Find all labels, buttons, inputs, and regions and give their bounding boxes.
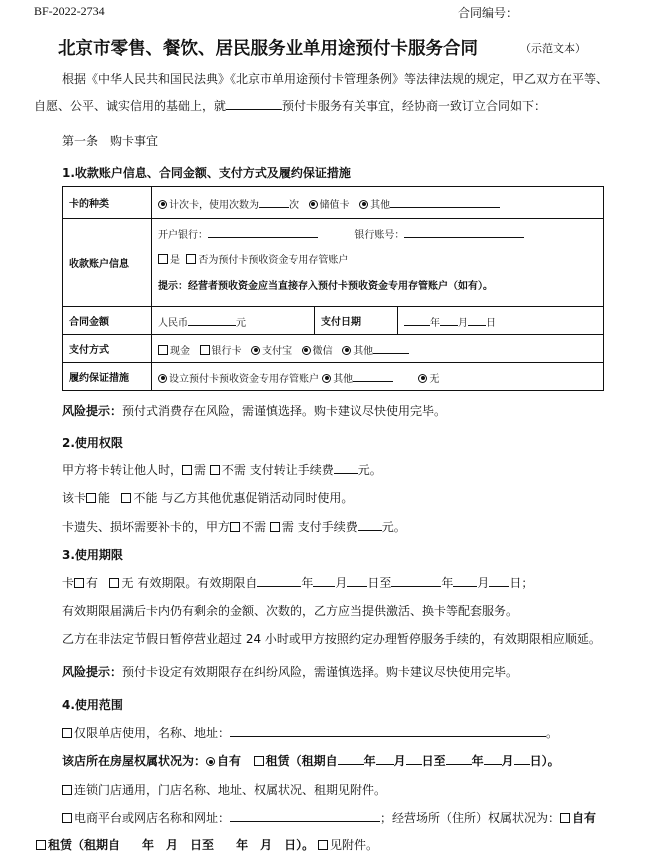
radio-alipay-icon[interactable] xyxy=(251,346,260,355)
checkbox-replace-no-fee-icon[interactable] xyxy=(230,522,240,532)
checkbox-online-rent-icon[interactable] xyxy=(36,840,46,850)
section-4-line-3: 连锁门店通用，门店名称、地址、权属状况、租期见附件。 xyxy=(62,781,386,798)
section-4-title: 4.使用范围 xyxy=(62,698,123,712)
label-pay-date: 支付日期 xyxy=(315,307,398,335)
radio-guarantee-other-icon[interactable] xyxy=(322,374,331,383)
checkbox-combine-yes-icon[interactable] xyxy=(86,493,96,503)
preamble-line-2: 自愿、公平、诚实信用的基础上，就 预付卡服务有关事宜，经协商一致订立合同如下： xyxy=(34,99,547,113)
checkbox-transfer-fee-yes-icon[interactable] xyxy=(182,465,192,475)
account-tip: 提示：经营者预收资金应当直接存入预付卡预收资金专用存管账户（如有）。 xyxy=(158,281,493,292)
checkbox-expiry-yes-icon[interactable] xyxy=(74,578,84,588)
account-field[interactable] xyxy=(404,225,524,238)
label-pay-method: 支付方式 xyxy=(63,335,152,363)
section-2-line-1: 甲方将卡转让他人时， 需 不需 支付转让手续费 元。 xyxy=(62,463,382,477)
section-1-title: 1.收款账户信息、合同金额、支付方式及履约保证措施 xyxy=(62,166,351,180)
section-3-line-2: 有效期限届满后卡内仍有剩余的金额、次数的，乙方应当提供激活、换卡等配套服务。 xyxy=(62,604,519,618)
checkbox-online-annex-icon[interactable] xyxy=(318,840,328,850)
checkbox-transfer-fee-no-icon[interactable] xyxy=(210,465,220,475)
checkbox-no-icon[interactable] xyxy=(186,254,196,264)
page-subtitle: （示范文本） xyxy=(520,42,586,55)
section-4-line-5: 租赁（租期自 年 月 日至 年 月 日）。 见附件。 xyxy=(36,836,378,853)
radio-other-pay-icon[interactable] xyxy=(342,346,351,355)
preamble-line-1: 根据《中华人民共和国民法典》《北京市单用途预付卡管理条例》等法律法规的规定，甲乙双方在平等、 xyxy=(62,72,609,86)
account-label: 银行账号： xyxy=(354,230,405,241)
row-amount: 合同金额 人民币 元 支付日期 年 月 日 xyxy=(63,307,604,335)
checkbox-expiry-no-icon[interactable] xyxy=(109,578,119,588)
label-amount: 合同金额 xyxy=(63,307,152,335)
radio-own-icon[interactable] xyxy=(206,757,215,766)
section-4-line-2: 该店所在房屋权属状况为： 自有 租赁（租期自 年 月 日至 年 月 日）。 xyxy=(62,754,560,768)
section-3-title: 3.使用期限 xyxy=(62,548,123,562)
label-guarantee: 履约保证措施 xyxy=(63,363,152,391)
section-2-title: 2.使用权限 xyxy=(62,436,123,450)
radio-wechat-icon[interactable] xyxy=(302,346,311,355)
section-2-line-2: 该卡 能 不能 与乙方其他优惠促销活动同时使用。 xyxy=(62,491,354,505)
section-3-line-3: 乙方在非法定节假日暂停营业超过 24 小时或甲方按照约定办理暂停服务手续的，有效期限相应顺延。 xyxy=(62,632,601,646)
radio-escrow-icon[interactable] xyxy=(158,374,167,383)
row-account-info: 收款账户信息 开户银行： 银行账号： 是 否为预付卡预收资金专用存管账户 提示：经营者预收资金应当直接存入预付卡预收资金专用存管账户（如有）。 xyxy=(63,219,604,307)
online-store-field[interactable] xyxy=(230,809,380,822)
row-pay-method: 支付方式 现金 银行卡 支付宝 微信 其他 xyxy=(63,335,604,363)
checkbox-rent-icon[interactable] xyxy=(254,756,264,766)
checkbox-chain-store-icon[interactable] xyxy=(62,785,72,795)
section-4-line-4: 电商平台或网店名称和网址： ；经营场所（住所）权属状况为： 自有 xyxy=(62,809,596,826)
label-account-info: 收款账户信息 xyxy=(63,219,152,307)
radio-other-card-icon[interactable] xyxy=(359,200,368,209)
checkbox-combine-no-icon[interactable] xyxy=(121,493,131,503)
store-name-field[interactable] xyxy=(230,724,546,737)
doc-code: BF-2022-2734 xyxy=(34,4,105,18)
checkbox-replace-fee-icon[interactable] xyxy=(270,522,280,532)
checkbox-single-store-icon[interactable] xyxy=(62,728,72,738)
section-2-line-3: 卡遗失、损坏需要补卡的，甲方 不需 需 支付手续费 元。 xyxy=(62,520,406,534)
label-card-type: 卡的种类 xyxy=(63,187,152,219)
radio-none-icon[interactable] xyxy=(418,374,427,383)
section-4-line-1: 仅限单店使用，名称、地址： 。 xyxy=(62,724,558,741)
checkbox-online-own-icon[interactable] xyxy=(560,813,570,823)
risk-tip-2: 风险提示：预付卡设定有效期限存在纠纷风险，需谨慎选择。购卡建议尽快使用完毕。 xyxy=(62,665,519,679)
checkbox-bankcard-icon[interactable] xyxy=(200,345,210,355)
card-info-table xyxy=(62,186,604,391)
radio-stored-value-icon[interactable] xyxy=(309,200,318,209)
checkbox-cash-icon[interactable] xyxy=(158,345,168,355)
article-1-title: 第一条 购卡事宜 xyxy=(62,134,159,148)
radio-count-card-icon[interactable] xyxy=(158,200,167,209)
section-3-line-1: 卡 有 无 有效期限。有效期限自 年 月 日至 年 月 日； xyxy=(62,576,534,590)
bank-label: 开户银行： xyxy=(158,230,208,241)
checkbox-yes-icon[interactable] xyxy=(158,254,168,264)
contract-no-label: 合同编号： xyxy=(458,6,519,20)
page-title: 北京市零售、餐饮、居民服务业单用途预付卡服务合同 xyxy=(58,39,478,59)
checkbox-online-store-icon[interactable] xyxy=(62,813,72,823)
row-card-type: 卡的种类 计次卡，使用次数为 次 储值卡 其他 xyxy=(63,187,604,219)
row-guarantee: 履约保证措施 设立预付卡预收资金专用存管账户 其他 无 xyxy=(63,363,604,391)
risk-tip-1: 风险提示：预付式消费存在风险，需谨慎选择。购卡建议尽快使用完毕。 xyxy=(62,404,447,418)
bank-field[interactable] xyxy=(208,225,318,238)
